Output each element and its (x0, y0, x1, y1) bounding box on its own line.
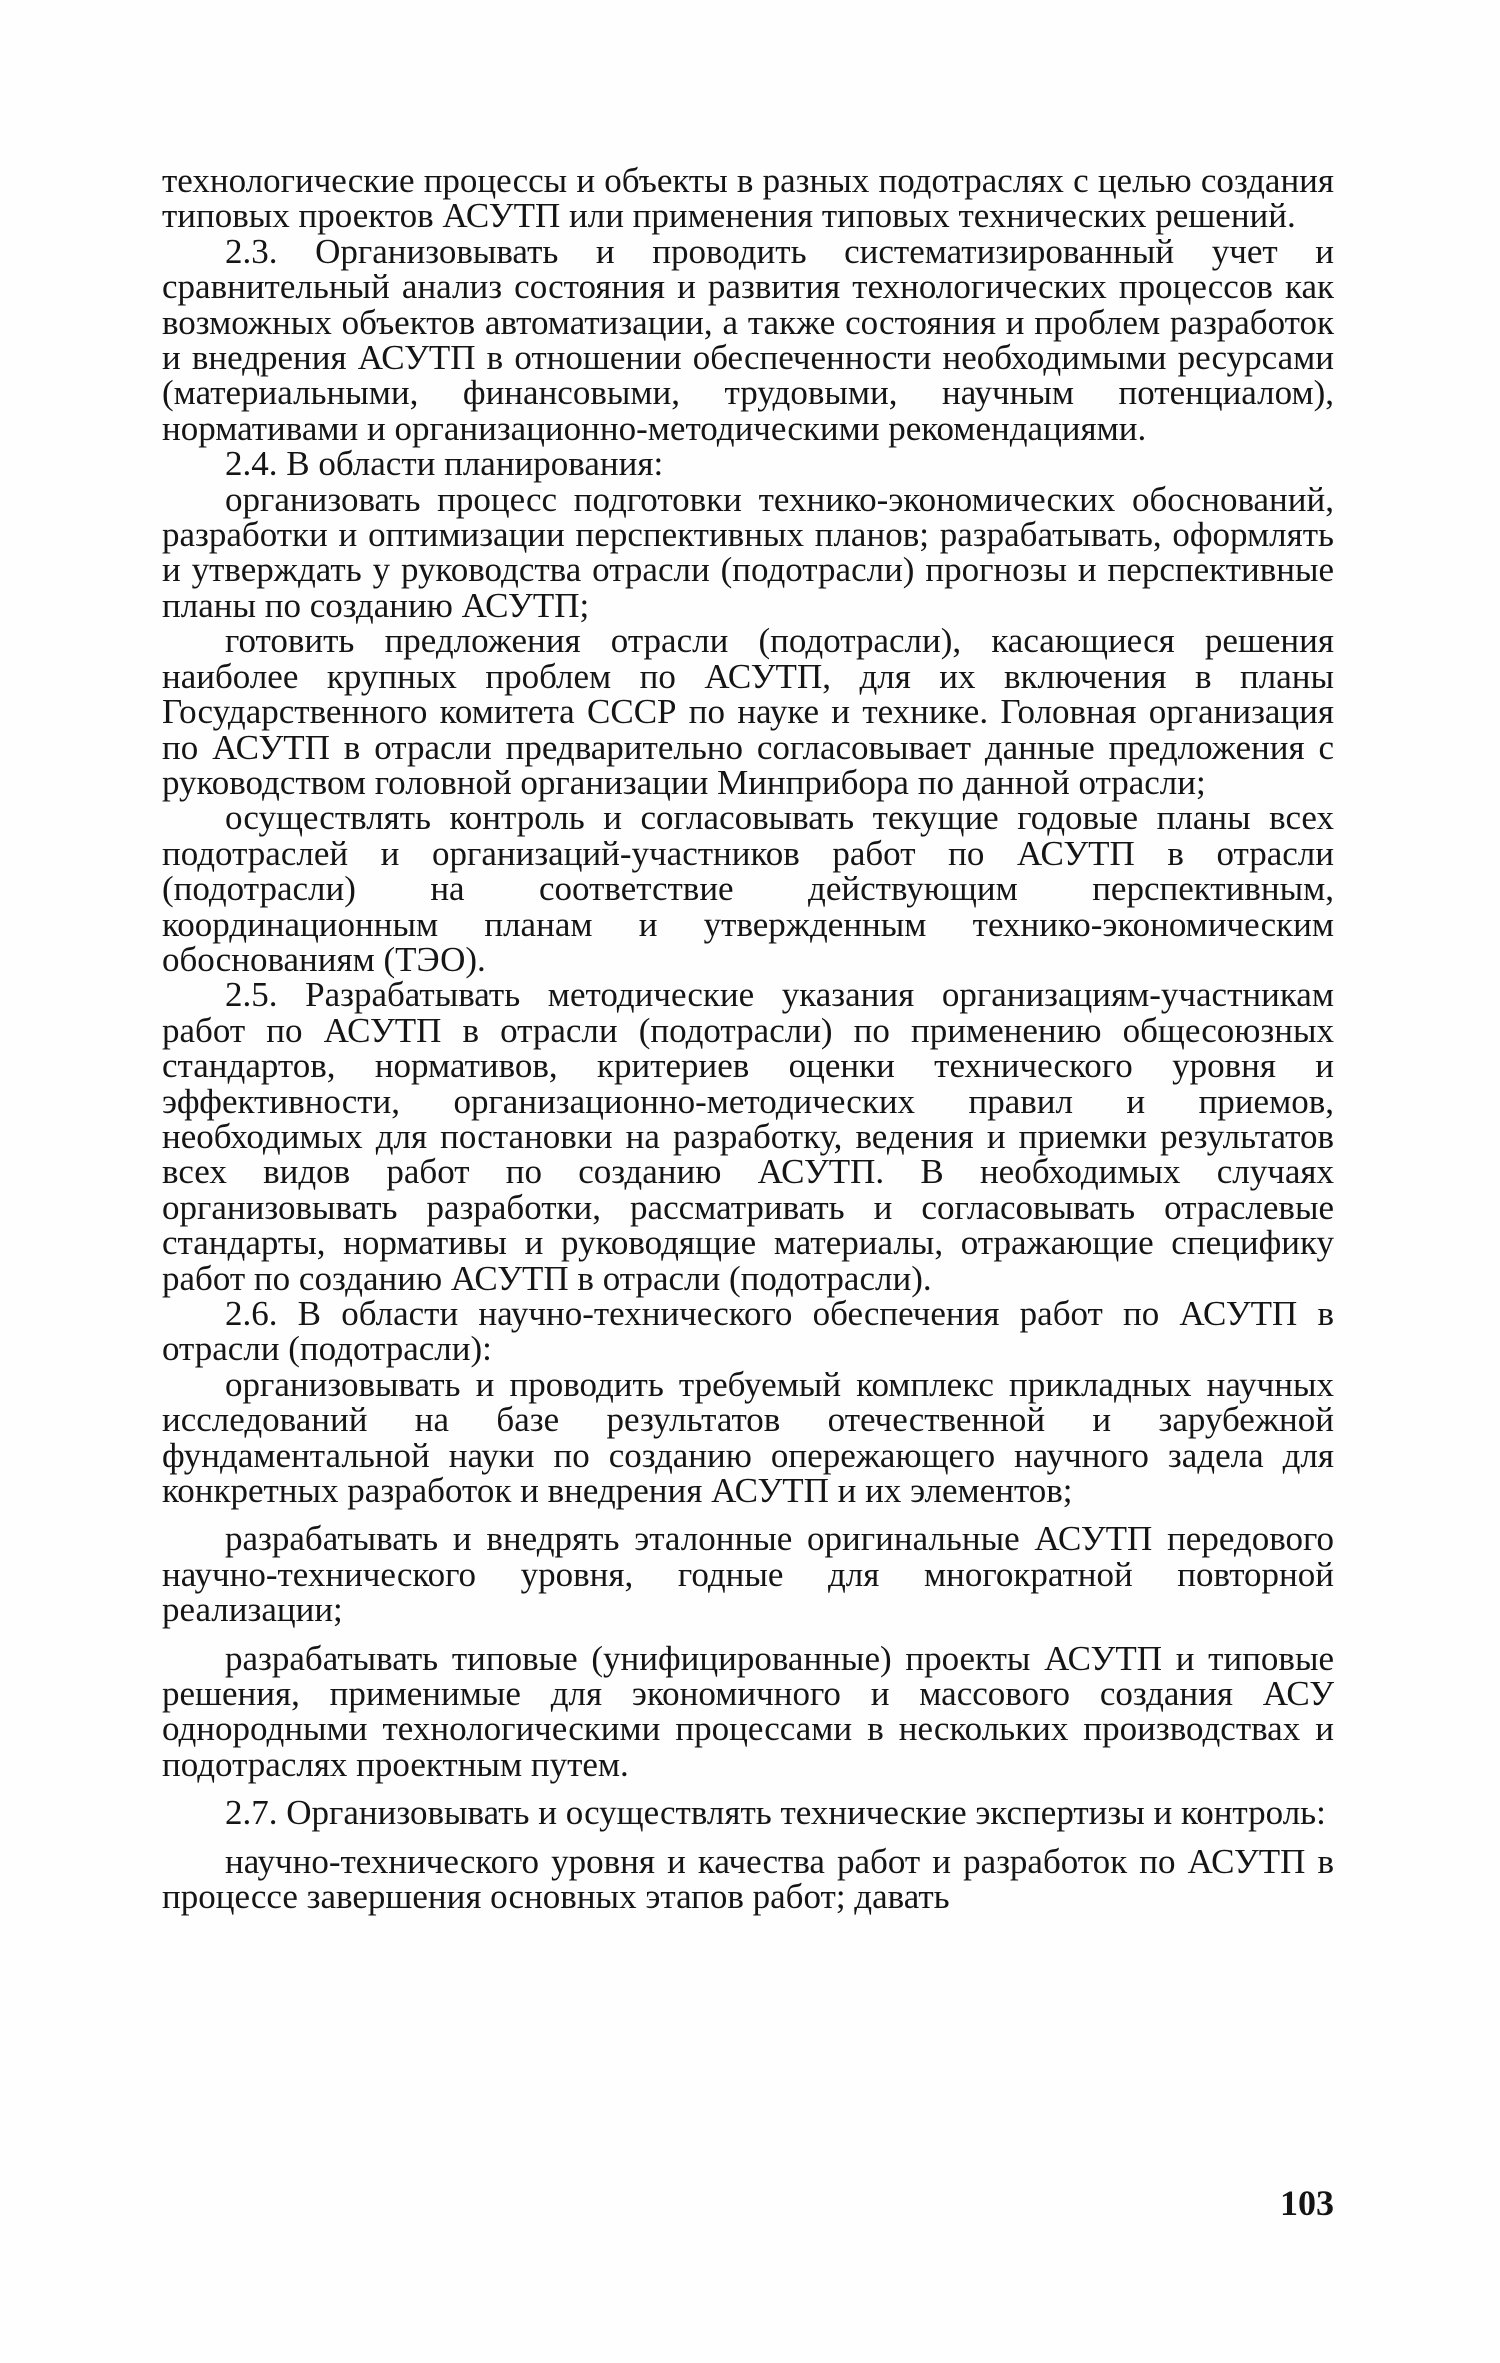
paragraph-planning-1: организовать процесс подготовки технико-экономических обоснований, разработки и оптимизации перспективных планов; разрабатывать, оформлять и утверждать у руководства отрасли (подотрасли) прогнозы и перспективные планы по созданию АСУТП; (162, 479, 1334, 625)
paragraph-2-5: 2.5. Разрабатывать методические указания организациям-участникам работ по АСУТП в отрасли (подотрасли) по применению общесоюзных стандартов, нормативов, критериев оценки технического уровня и эффективности, организационно-методических правил и приемов, необходимых для постановки на разработку, ведения и приемки результатов всех видов работ по созданию АСУТП. В необходимых случаях организовывать разработки, рассматривать и согласовывать отраслевые стандарты, нормативы и руководящие материалы, отражающие специфику работ по созданию АСУТП в отрасли (подотрасли). (162, 975, 1334, 1298)
page-number: 103 (1280, 2183, 1334, 2223)
paragraph-planning-3: осуществлять контроль и согласовывать текущие годовые планы всех подотраслей и организаций-участников работ по АСУТП в отрасли (подотрасли) на соответствие действующим перспективным, координационным планам и утвержденным технико-экономическим обоснованиям (ТЭО). (162, 798, 1334, 979)
body-text (162, 163, 1334, 1915)
paragraph-planning-2: готовить предложения отрасли (подотрасли), касающиеся решения наиболее крупных проблем по АСУТП, для их включения в планы Государственного комитета СССР по науке и технике. Головная организация по АСУТП в отрасли предварительно согласовывает данные предложения с руководством головной организации Минприбора по данной отрасли; (162, 621, 1334, 802)
paragraph-science-2: разрабатывать и внедрять эталонные оригинальные АСУТП передового научно-технического уровня, годные для многократной повторной реализации; (162, 1519, 1334, 1630)
paragraph-science-3: разрабатывать типовые (унифицированные) проекты АСУТП и типовые решения, применимые для экономичного и массового создания АСУ однородными технологическими процессами в нескольких производствах и подотраслях проектным путем. (162, 1638, 1334, 1784)
paragraph-expertise-1: научно-технического уровня и качества работ и разработок по АСУТП в процессе завершения основных этапов работ; давать (162, 1841, 1334, 1917)
paragraph-continuation: технологические процессы и объекты в разных подотраслях с целью создания типовых проектов АСУТП или применения типовых технических решений. (162, 161, 1334, 236)
paragraph-2-4-heading: 2.4. В области планирования: (225, 444, 664, 484)
paragraph-2-6-heading: 2.6. В области научно-технического обеспечения работ по АСУТП в отрасли (подотрасли): (162, 1294, 1334, 1369)
paragraph-2-7-heading: 2.7. Организовывать и осуществлять технические экспертизы и контроль: (225, 1793, 1326, 1833)
paragraph-2-3: 2.3. Организовывать и проводить систематизированный учет и сравнительный анализ состояния и развития технологических процессов как возможных объектов автоматизации, а также состояния и проблем разработок и внедрения АСУТП в отношении обеспеченности необходимыми ресурсами (материальными, финансовыми, трудовыми, научным потенциалом), нормативами и организационно-методическими рекомендациями. (162, 231, 1334, 448)
paragraph-science-1: организовывать и проводить требуемый комплекс прикладных научных исследований на базе результатов отечественной и зарубежной фундаментальной науки по созданию опережающего научного задела для конкретных разработок и внедрения АСУТП и их элементов; (162, 1364, 1334, 1511)
